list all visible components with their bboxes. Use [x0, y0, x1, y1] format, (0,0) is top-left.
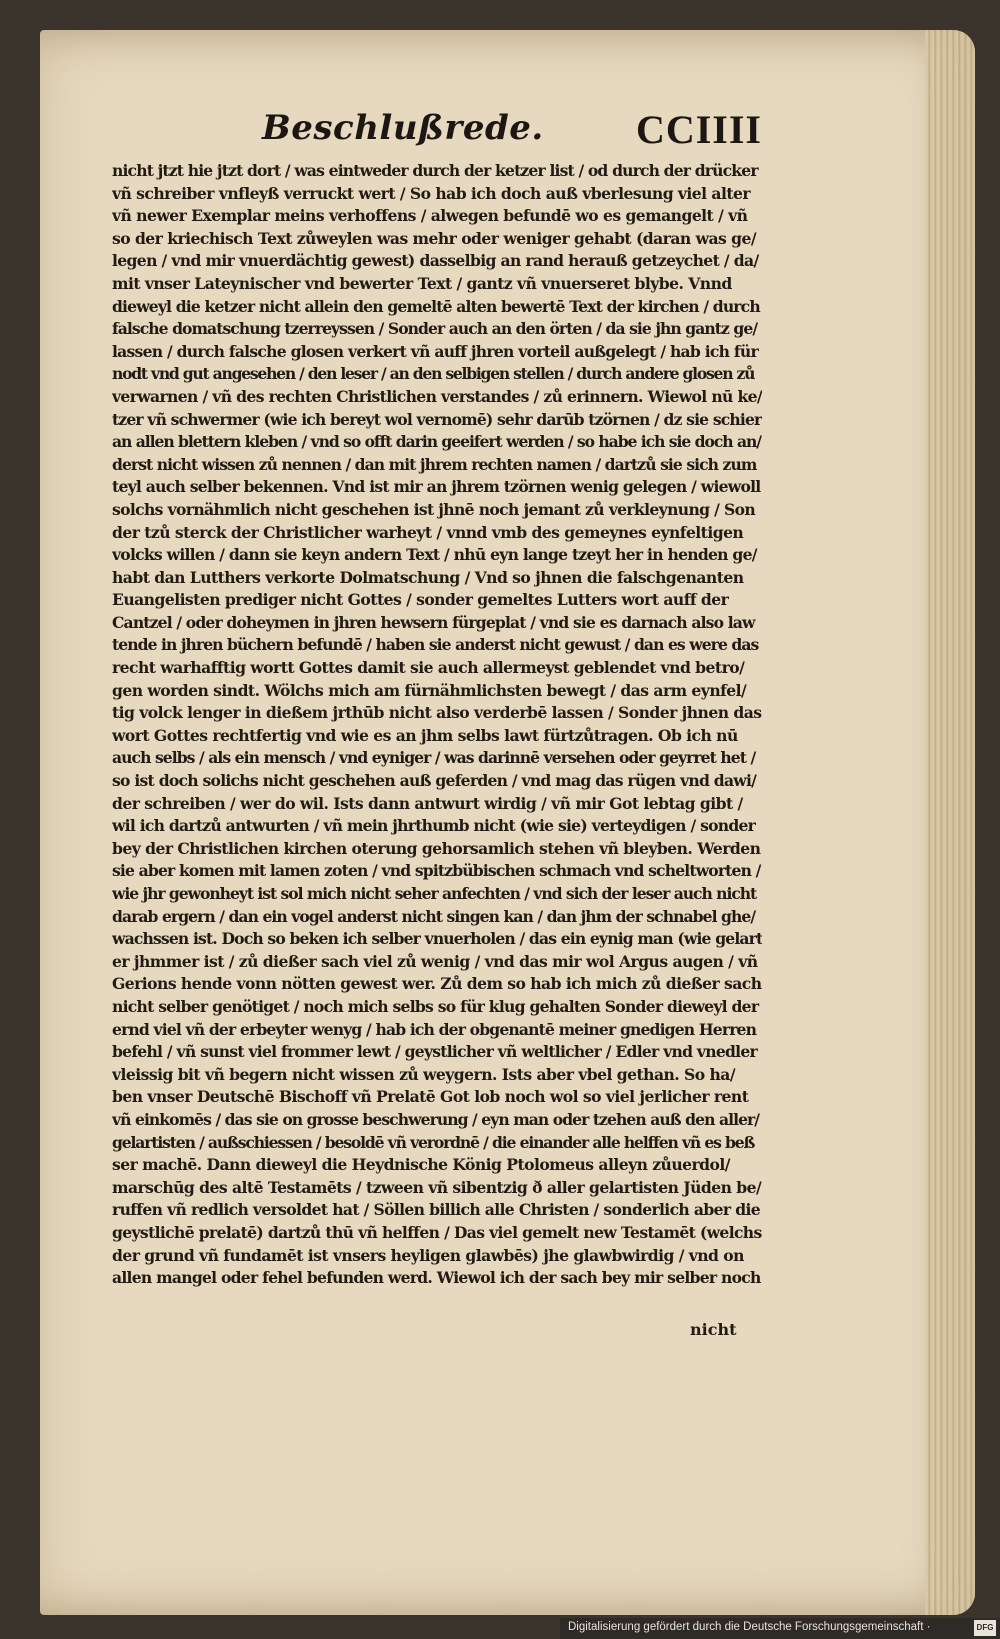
text-line: nicht selber genötiget / noch mich selbs so für klug gehalten Sonder dieweyl der	[112, 996, 759, 1016]
text-line: solchs vornähmlich nicht geschehen ist jhnē noch jemant zů verkleynung / Son	[112, 499, 756, 519]
text-line: wort Gottes rechtfertig vnd wie es an jhm selbs lawt fürtzůtragen. Ob ich nū	[112, 725, 738, 745]
text-line: ser machē. Dann dieweyl die Heydnische König Ptolomeus alleyn zůuerdol/	[112, 1155, 730, 1175]
body-text	[112, 160, 762, 1320]
text-line: legen / vnd mir vnuerdächtig gewest) dasselbig an rand herauß getzeychet / da/	[112, 251, 759, 271]
text-line: falsche domatschung tzerreyssen / Sonder auch an den örten / da sie jhn gantz ge/	[112, 319, 758, 339]
text-line: sie aber komen mit lamen zoten / vnd spitzbübischen schmach vnd scheltworten /	[112, 861, 761, 881]
text-line: bey der Christlichen kirchen oterung gehorsamlich stehen vñ bleyben. Werden	[112, 838, 761, 858]
text-line: gen worden sindt. Wölchs mich am fürnähmlichsten bewegt / das arm eynfel/	[112, 680, 747, 700]
text-line: teyl auch selber bekennen. Vnd ist mir an jhrem tzörnen wenig gelegen / wiewoll	[112, 477, 761, 497]
text-line: tig volck lenger in dießem jrthūb nicht also verderbē lassen / Sonder jhnen das	[112, 703, 762, 723]
text-line: ben vnser Deutschē Bischoff vñ Prelatē Got lob noch wol so viel jerlicher rent	[112, 1087, 749, 1107]
text-line: an allen blettern kleben / vnd so offt darin geeifert werden / so habe ich sie doch an/	[112, 432, 761, 452]
text-line: nicht jtzt hie jtzt dort / was eintweder durch der ketzer list / od durch der drücker	[112, 161, 758, 180]
text-line: lassen / durch falsche glosen verkert vñ auff jhren vorteil außgelegt / hab ich für	[112, 341, 758, 361]
text-line: Cantzel / oder doheymen in jhren hewsern fürgeplat / vnd sie es darnach also law	[112, 612, 755, 632]
text-line: mit vnser Lateynischer vnd bewerter Text / gantz vñ vnuerseret blybe. Vnnd	[112, 273, 732, 293]
text-line: recht warhafftig wortt Gottes damit sie auch allermeyst geblendet vnd betro/	[112, 658, 745, 678]
text-line: wil ich dartzů antwurten / vñ mein jhrthumb nicht (wie sie) verteydigen / sonder	[112, 816, 756, 836]
text-line: ernd viel vñ der erbeyter wenyg / hab ich der obgenantē meiner gnedigen Herren	[112, 1019, 757, 1039]
text-line: auch selbs / als ein mensch / vnd eyniger / was darinnē versehen oder geyrret het /	[112, 748, 756, 768]
text-line: er jhmmer ist / zů dießer sach viel zů wenig / vnd das mir wol Argus augen / vñ	[112, 951, 758, 971]
digitization-footer	[560, 1618, 1000, 1639]
text-line: derst nicht wissen zů nennen / dan mit jhrem rechten namen / dartzů sie sich zum	[112, 454, 757, 474]
text-line: verwarnen / vñ des rechten Christlichen verstandes / zů erinnern. Wiewol nū ke/	[112, 386, 762, 406]
text-line: tzer vñ schwermer (wie ich bereyt wol vernomē) sehr darūb tzörnen / dz sie schier	[112, 409, 762, 429]
running-title: Beschlußrede.	[262, 108, 544, 148]
text-line: gelartisten / außschiessen / besoldē vñ verordnē / die einander alle helffen vñ es beß	[112, 1132, 755, 1152]
text-line: wie jhr gewonheyt ist sol mich nicht seher anfechten / vnd sich der leser auch nicht	[112, 884, 757, 903]
text-line: tende in jhren büchern befundē / haben sie anderst nicht gewust / dan es were das	[112, 635, 759, 655]
dfg-logo-icon: DFG	[974, 1620, 996, 1636]
text-line: nodt vnd gut angesehen / den leser / an den selbigen stellen / durch andere glosen zů	[112, 364, 755, 384]
text-line: wachssen ist. Doch so beken ich selber vnuerholen / das ein eynig man (wie gelart	[112, 929, 762, 949]
text-line: Euangelisten prediger nicht Gottes / sonder gemeltes Lutters wort auff der	[112, 590, 729, 610]
catchword: nicht	[690, 1320, 737, 1339]
text-line: geystlichē prelatē) dartzů thū vñ helffen / Das viel gemelt new Testamēt (welchs	[112, 1222, 762, 1242]
text-line: darab ergern / dan ein vogel anderst nicht singen kan / dan jhm der schnabel ghe/	[112, 906, 756, 926]
text-line: marschūg des altē Testamēts / tzween vñ sibentzig ð aller gelartisten Jüden be/	[112, 1177, 762, 1197]
text-line: volcks willen / dann sie keyn andern Text / nhū eyn lange tzeyt her in henden ge/	[112, 545, 757, 565]
text-line: befehl / vñ sunst viel frommer lewt / geystlicher vñ weltlicher / Edler vnd vnedler	[112, 1042, 757, 1062]
text-line: so ist doch solichs nicht geschehen auß geferden / vnd mag das rügen vnd dawi/	[112, 771, 757, 791]
text-line: allen mangel oder fehel befunden werd. Wiewol ich der sach bey mir selber noch	[112, 1268, 761, 1288]
text-line: der schreiben / wer do wil. Ists dann antwurt wirdig / vñ mir Got lebtag gibt /	[112, 793, 743, 813]
text-line: Gerions hende vonn nötten gewest wer. Zů dem so hab ich mich zů dießer sach	[112, 974, 762, 994]
funding-credit: Digitalisierung gefördert durch die Deutsche Forschungsgemeinschaft ·	[568, 1621, 931, 1633]
text-line: dieweyl die ketzer nicht allein den gemeltē alten bewertē Text der kirchen / durch	[112, 296, 760, 316]
text-line: vleissig bit vñ begern nicht wissen zů weygern. Ists aber vbel gethan. So ha/	[112, 1064, 735, 1084]
text-line: vñ einkomēs / das sie on grosse beschwerung / eyn man oder tzehen auß den aller/	[112, 1109, 760, 1129]
page-edge	[925, 30, 975, 1615]
text-line: der tzů sterck der Christlicher warheyt / vnnd vmb des gemeynes eynfeltigen	[112, 522, 744, 542]
text-line: vñ newer Exemplar meins verhoffens / alwegen befundē wo es gemangelt / vñ	[112, 206, 748, 226]
text-line: so der kriechisch Text zůweylen was mehr oder weniger gehabt (daran was ge/	[112, 228, 756, 248]
text-line: ruffen vñ redlich versoldet hat / Söllen billich alle Christen / sonderlich aber die	[112, 1200, 761, 1220]
text-line: vñ schreiber vnfleyß verruckt wert / So hab ich doch auß vberlesung viel alter	[112, 183, 751, 203]
text-line: der grund vñ fundamēt ist vnsers heyligen glawbēs) jhe glawbwirdig / vnd on	[112, 1245, 744, 1265]
folio-number: CCIIII	[635, 107, 762, 152]
text-line: habt dan Lutthers verkorte Dolmatschung / Vnd so jhnen die falschgenanten	[112, 567, 744, 587]
